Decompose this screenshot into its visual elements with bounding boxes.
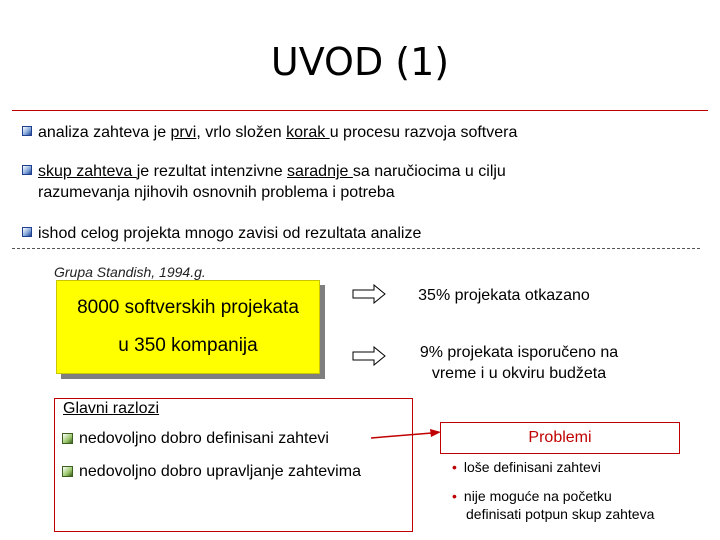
- reason-1-text: nedovoljno dobro definisani zahtevi: [79, 430, 329, 447]
- result-cancelled: 35% projekata otkazano: [418, 287, 590, 304]
- bullet-2-text-mid: je rezultat intenzivne: [136, 163, 288, 180]
- checkbox-bullet-icon: [22, 126, 32, 136]
- red-arrow-icon: [370, 427, 442, 443]
- study-box: [56, 280, 320, 374]
- reason-2-text: nedovoljno dobro upravljanje zahtevima: [79, 463, 361, 480]
- bullet-item-2: [38, 161, 506, 203]
- problem-2-line-2: definisati potpun skup zahteva: [466, 506, 655, 522]
- reasons-title: Glavni razlozi: [63, 400, 160, 417]
- problem-1-text: loše definisani zahtevi: [463, 459, 601, 475]
- reasons-box: [54, 398, 413, 532]
- checkbox-bullet-icon: [22, 165, 32, 175]
- bullet-2-underlined-requirements: skup zahteva: [38, 163, 137, 180]
- problem-2-line-1: nije moguće na početku: [463, 488, 612, 504]
- bullet-1-underlined-first: prvi: [170, 124, 197, 141]
- source-citation: Grupa Standish, 1994.g.: [54, 264, 206, 280]
- bullet-item-1: [38, 122, 517, 143]
- problems-box: Problemi: [440, 422, 680, 454]
- bullet-dot-icon: •: [452, 459, 457, 475]
- bullet-dot-icon: •: [452, 488, 457, 504]
- problem-item-1: [452, 458, 601, 476]
- dashed-divider: [12, 248, 700, 249]
- bullet-item-3: [38, 223, 421, 244]
- checkbox-bullet-icon: [62, 466, 73, 477]
- study-projects-count: 8000 softverskih projekata: [77, 297, 299, 318]
- result-delivered-line-1: 9% projekata isporučeno na: [419, 344, 619, 361]
- bullet-2-text-post: sa naručiocima u cilju: [352, 163, 506, 180]
- slide-title: UVOD (1): [270, 40, 450, 84]
- result-delivered-line-2: vreme i u okviru budžeta: [431, 365, 607, 382]
- result-delivered: [404, 342, 634, 384]
- bullet-1-text-post: u procesu razvoja softvera: [329, 124, 518, 141]
- title-divider: [12, 110, 708, 111]
- right-arrow-outline-icon: [352, 284, 386, 304]
- bullet-3-text: ishod celog projekta mnogo zavisi od rezultata analize: [38, 225, 422, 242]
- right-arrow-outline-icon: [352, 346, 386, 366]
- checkbox-bullet-icon: [22, 227, 32, 237]
- bullet-1-text-pre: analiza zahteva je: [38, 124, 171, 141]
- bullet-1-underlined-step: korak: [286, 124, 330, 141]
- bullet-2-line-2: razumevanja njihovih osnovnih problema i potreba: [38, 184, 395, 201]
- reason-item-1: [79, 430, 329, 448]
- problem-item-2: [452, 487, 654, 523]
- study-companies-count: u 350 kompanija: [118, 335, 258, 356]
- checkbox-bullet-icon: [62, 433, 73, 444]
- bullet-2-underlined-cooperation: saradnje: [287, 163, 353, 180]
- bullet-1-text-mid: , vrlo složen: [196, 124, 287, 141]
- reason-item-2: [79, 463, 361, 481]
